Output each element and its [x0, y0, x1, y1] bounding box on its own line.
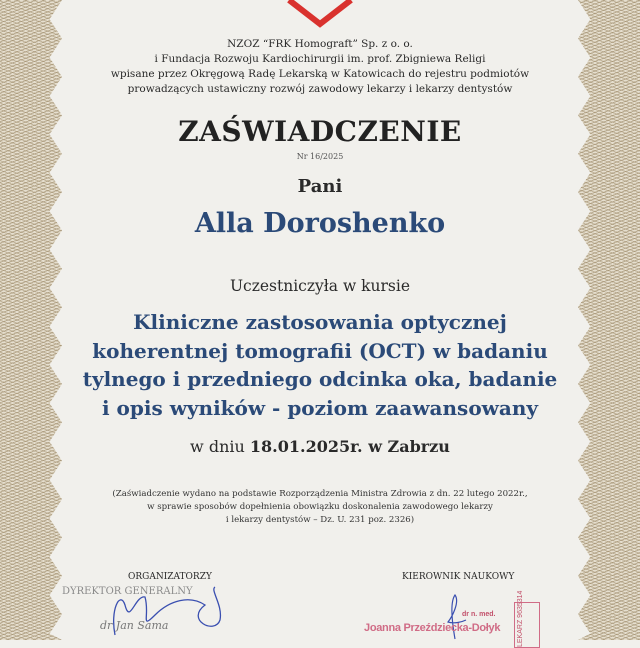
- legal-line: i lekarzy dentystów – Dz. U. 231 poz. 2326): [225, 515, 415, 525]
- stamp-degree: dr n. med.: [462, 611, 496, 618]
- certificate-title: ZAŚWIADCZENIE: [178, 115, 462, 148]
- header-line: NZOZ “FRK Homograft” Sp. z o. o.: [227, 38, 413, 50]
- date-location: w Zabrzu: [368, 437, 450, 456]
- header-line: i Fundacja Rozwoju Kardiochirurgii im. prof. Zbigniewa Religi: [154, 53, 486, 65]
- organizers-label: ORGANIZATORZY: [128, 572, 212, 582]
- logo-icon: [285, 0, 355, 28]
- date-value: 18.01.2025r.: [249, 437, 363, 456]
- course-line: koherentnej tomografii (OCT) w badaniu: [92, 338, 548, 363]
- recipient-name: Alla Doroshenko: [194, 208, 446, 239]
- date-prefix: w dniu: [190, 437, 245, 456]
- legal-line: (Zaświadczenie wydano na podstawie Rozporządzenia Ministra Zdrowia z dn. 22 lutego 2022r.,: [112, 489, 528, 499]
- header-line: wpisane przez Okręgową Radę Lekarską w Katowicach do rejestru podmiotów: [110, 68, 530, 80]
- header-line: prowadzących ustawiczny rozwój zawodowy lekarzy i lekarzy dentystów: [127, 83, 513, 95]
- director-signature: [95, 585, 235, 640]
- stamp-name: Joanna Przeździecka-Dołyk: [364, 622, 501, 634]
- director-title: DYREKTOR GENERALNY: [62, 586, 193, 597]
- legal-basis: [0, 488, 640, 527]
- legal-line: w sprawie sposobów dopełnienia obowiązku doskonalenia zawodowego lekarzy: [147, 502, 493, 512]
- course-line: i opis wyników - poziom zaawansowany: [102, 395, 538, 420]
- course-line: Kliniczne zastosowania optycznej: [133, 310, 507, 334]
- certificate-number: Nr 16/2025: [296, 152, 344, 161]
- scientific-director-label: KIEROWNIK NAUKOWY: [402, 572, 515, 582]
- director-name: dr Jan Sama: [100, 619, 169, 632]
- participation-text: Uczestniczyła w kursie: [229, 277, 411, 295]
- course-date: [0, 437, 640, 457]
- salutation: Pani: [297, 176, 343, 197]
- issuer-header: [0, 37, 640, 97]
- license-stamp: LEKARZ 9635314: [514, 602, 540, 648]
- course-line: tylnego i przedniego odcinka oka, badanie: [82, 367, 558, 391]
- course-title: [0, 308, 640, 422]
